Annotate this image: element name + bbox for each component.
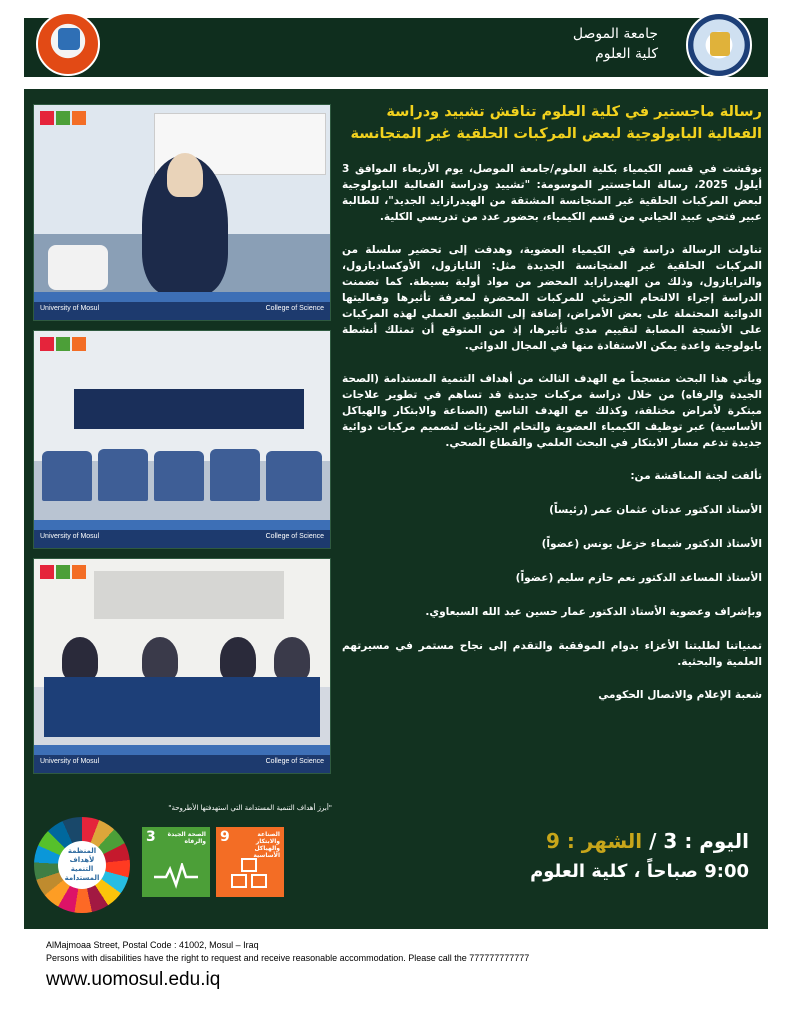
sdg-goal-3-number: 3 <box>146 829 156 845</box>
sdg-goal-3-card <box>142 827 210 897</box>
date-separator: / <box>642 829 657 853</box>
paragraph-intro: نوقشت في قسم الكيمياء بكلية العلوم/جامعة الموصل، يوم الأربعاء الموافق 3 أيلول 2025، رسالة الماجستير الموسومة: "تشييد ودراسة الفعالية البايولوجية لبعض المركبات الحلقية غير المتجانسة المشتقة من الهيدرازايد الجديد"، للطالبة عبير فتحي عبيد الحياني من قسم الكيمياء، بحضور عدد من تدريسي الكلية. <box>342 163 762 223</box>
footer-website-link[interactable]: www.uomosul.edu.iq <box>46 969 221 990</box>
college-caption: College of Science <box>265 305 324 312</box>
supervisor: وبإشراف وعضوية الأستاذ الدكتور عمار حسين عبد الله السبعاوي. <box>425 606 762 618</box>
event-date <box>354 829 749 853</box>
photo-defense-student <box>33 104 331 321</box>
committee-member <box>274 637 310 681</box>
sdg-goal-9-label: الصناعة والابتكار والهياكل الأساسية <box>253 831 280 859</box>
flowers <box>48 245 108 290</box>
podium <box>44 677 320 737</box>
footer-address: AlMajmoaa Street, Postal Code : 41002, Mosul – Iraq <box>46 940 259 950</box>
student-face <box>167 153 203 197</box>
news-panel <box>24 89 768 929</box>
audience-chair <box>42 451 92 501</box>
photo-audience <box>33 330 331 549</box>
sdg-goal-9-card <box>216 827 284 897</box>
photo-caption-bar <box>34 530 330 548</box>
sdg-mini-badges <box>40 111 86 125</box>
day-label: اليوم : <box>684 829 749 853</box>
heartbeat-icon <box>152 863 200 889</box>
university-caption: University of Mosul <box>40 533 100 540</box>
sdg-mini-badges <box>40 337 86 351</box>
college-logo <box>36 12 100 76</box>
photo-caption-bar <box>34 302 330 320</box>
sdg-goal-3-label: الصحة الجيدة والرفاه <box>167 831 206 845</box>
committee-member-3: الأستاذ المساعد الدكتور نعم حازم سليم (عضواً) <box>515 572 762 584</box>
university-logo <box>686 12 752 78</box>
university-logo-emblem <box>710 32 730 56</box>
paragraph-sdg: ويأتي هذا البحث منسجماً مع الهدف الثالث من أهداف التنمية المستدامة (الصحة الجيدة والرفاه) من خلال دراسة مركبات جديدة قد تساهم في تطوير علاجات مبتكرة لأمراض مختلفة، وكذلك مع الهدف التاسع (الصناعة والابتكار والهياكل الأساسية) عبر توظيف الكيمياء العضوية والتحام الجزيئات لتصميم مركبات دوائية جديدة تدعم مسار الابتكار في البحث العلمي والقطاع الصحي. <box>342 373 762 449</box>
sdg-note: "أبرز أهداف التنمية المستدامة التي استهدفتها الأطروحة" <box>168 804 332 812</box>
footer-accessibility-note: Persons with disabilities have the right to request and receive reasonable accommodation. Please call the 777777777777 <box>46 953 530 963</box>
header-title <box>573 24 658 64</box>
university-caption: University of Mosul <box>40 758 100 765</box>
day-value: 3 <box>663 829 678 853</box>
audience-chair <box>210 449 260 501</box>
paragraph-study: تناولت الرسالة دراسة في الكيمياء العضوية، وهدفت إلى تحضير سلسلة من المركبات الحلقية غير المتجانسة الجديدة مثل: الثايازول، الأوكساديازول، والترايازول، وذلك من الهيدرازايد المحضر من مواد أولية بسيطة. كما تضمنت الدراسة إجراء الالتحام الجزيئي للمركبات المحضرة لمعرفة تأثيرها وفعاليتها الدوائية المحتملة على بعض الأمراض، إضافة إلى التطبيق العملي لهذه المركبات على الأنسجة المصابة لتقييم مدى تأثيرها، إذ من المتوقع أن تمتلك أنشطة بايولوجية واعدة يمكن الاستفادة منها في المجال الدوائي. <box>342 244 762 352</box>
sdg-mini-badges <box>40 565 86 579</box>
cubes-icon <box>230 857 270 893</box>
committee-member <box>142 637 178 681</box>
photo-caption-bar <box>34 755 330 773</box>
college-caption: College of Science <box>265 533 324 540</box>
sdg-goal-9-number: 9 <box>220 829 230 845</box>
college-logo-emblem <box>58 28 80 50</box>
college-name: كلية العلوم <box>595 46 658 62</box>
month-value: 9 <box>545 829 560 853</box>
audience-chair <box>154 451 204 501</box>
college-caption: College of Science <box>265 758 324 765</box>
article-body <box>342 161 762 720</box>
university-caption: University of Mosul <box>40 305 100 312</box>
sdg-wheel-label: المنظمة لأهداف التنمية المستدامة <box>58 841 106 889</box>
audience-chair <box>98 449 148 501</box>
audience-chair <box>266 451 322 501</box>
committee-heading: تألفت لجنة المناقشة من: <box>630 470 762 482</box>
photo-strip <box>34 520 330 530</box>
event-time-place: 9:00 صباحاً ، كلية العلوم <box>530 861 749 882</box>
committee-member <box>62 637 98 681</box>
committee-member-1: الأستاذ الدكتور عدنان عثمان عمر (رئيساً) <box>549 504 762 516</box>
header-band <box>24 18 768 77</box>
month-label: الشهر : <box>566 829 643 853</box>
photo-strip <box>34 745 330 755</box>
committee-table <box>74 389 304 429</box>
article-title: رسالة ماجستير في كلية العلوم تناقش تشييد ودراسة الفعالية البايولوجية لبعض المركبات الحلقية غير المتجانسة <box>350 104 762 142</box>
university-name: جامعة الموصل <box>572 26 658 42</box>
closing-wishes: تمنياتنا لطلبتنا الأعزاء بدوام الموفقية والتقدم إلى نجاح مستمر في مسيرتهم العلمية والبحثية. <box>342 640 762 668</box>
sdg-wheel-icon <box>34 817 130 913</box>
wall-sign <box>94 571 284 619</box>
photo-committee <box>33 558 331 774</box>
media-unit: شعبة الإعلام والاتصال الحكومي <box>598 689 762 701</box>
photo-strip <box>34 292 330 302</box>
committee-member-2: الأستاذ الدكتور شيماء خزعل يونس (عضواً) <box>541 538 762 550</box>
committee-member <box>220 637 256 681</box>
